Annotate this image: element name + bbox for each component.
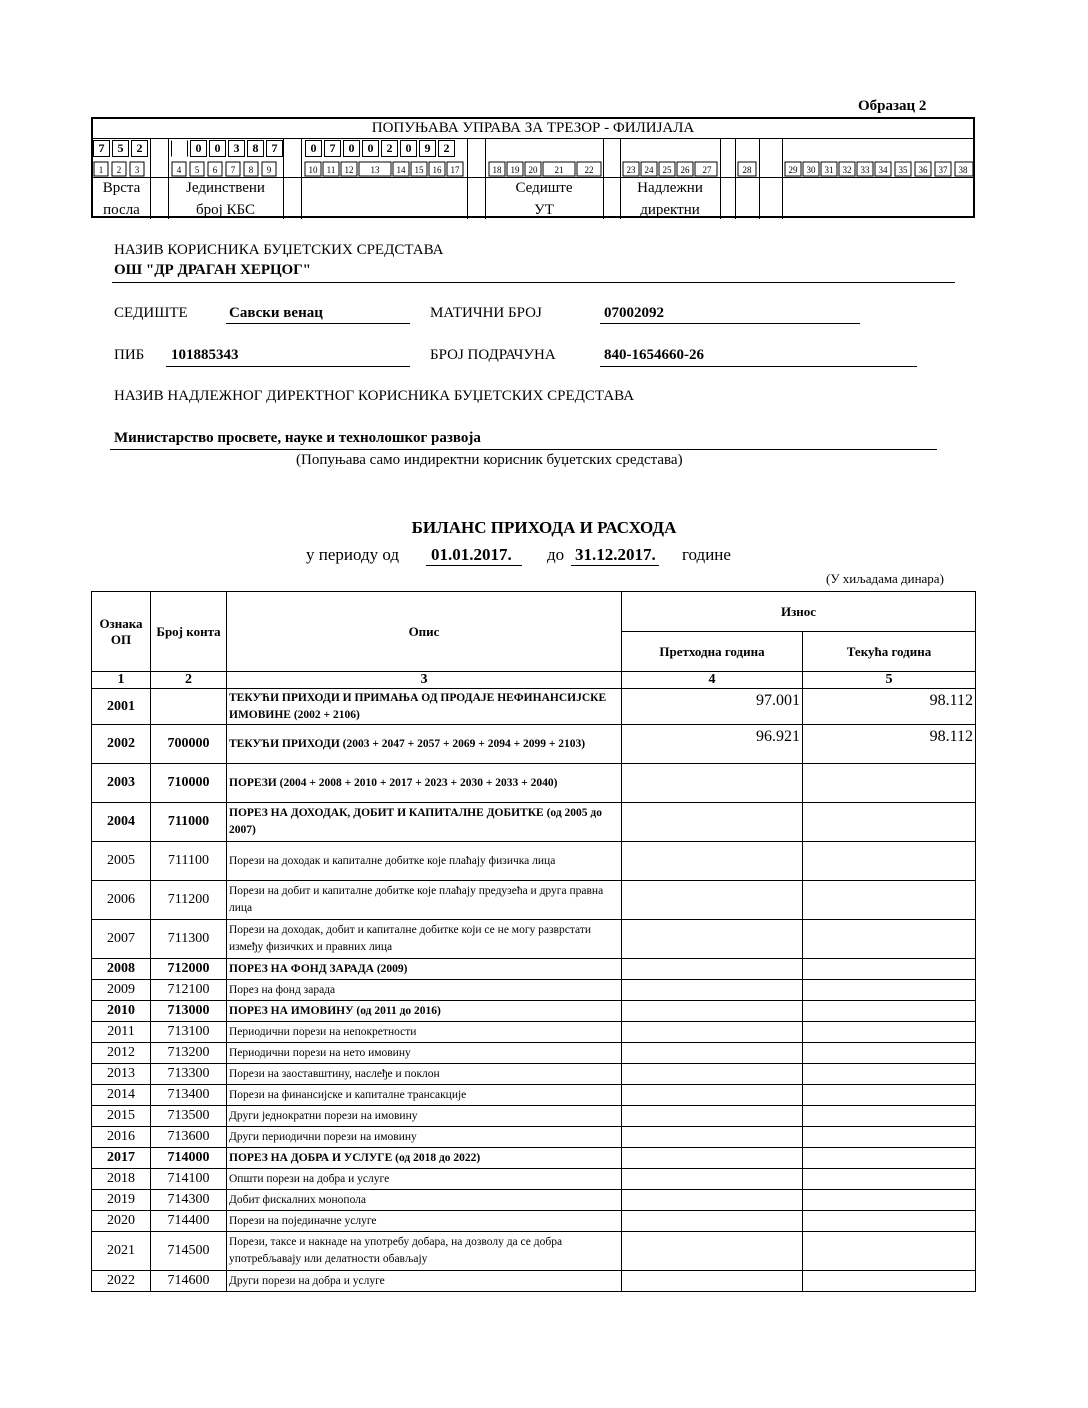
underline	[112, 282, 955, 283]
divider	[720, 139, 721, 219]
cell-prev[interactable]	[622, 959, 803, 980]
header-amount: Износ	[622, 592, 976, 632]
table-row	[92, 1127, 976, 1148]
cell-op: 2018	[92, 1169, 151, 1190]
cell-desc: Други периодични порези на имовину	[227, 1127, 622, 1148]
code-group-mb	[305, 140, 457, 157]
cell-desc: ПОРЕЗ НА ДОБРА И УСЛУГЕ (од 2018 до 2022)	[227, 1148, 622, 1169]
cell-op: 2017	[92, 1148, 151, 1169]
direct-value: Министарство просвете, науке и технолошког развоја	[114, 430, 481, 446]
cell-desc: Порези на добит и капиталне добитке које плаћају предузећа и друга правна лица	[227, 881, 622, 920]
col-number: 3	[227, 672, 622, 689]
svg-text:14: 14	[396, 165, 406, 175]
cell-prev[interactable]	[622, 1043, 803, 1064]
direct-label: НАЗИВ НАДЛЕЖНОГ ДИРЕКТНОГ КОРИСНИКА БУЏЕТСКИХ СРЕДСТАВА	[114, 388, 635, 404]
table-row	[92, 1169, 976, 1190]
cell-desc: ТЕКУЋИ ПРИХОДИ (2003 + 2047 + 2057 + 2069 + 2094 + 2099 + 2103)	[227, 725, 622, 764]
code-cell[interactable]: 0	[362, 140, 379, 157]
account-label: БРОЈ ПОДРАЧУНА	[430, 347, 556, 363]
cell-prev[interactable]	[622, 842, 803, 881]
cell-konto: 713200	[151, 1043, 227, 1064]
svg-text:2: 2	[116, 165, 122, 175]
underline	[600, 366, 917, 367]
cell-prev[interactable]	[622, 980, 803, 1001]
header-konto: Број конта	[151, 592, 227, 672]
cell-prev[interactable]	[622, 764, 803, 803]
divider	[301, 139, 302, 219]
divider	[735, 139, 736, 219]
cell-op: 2001	[92, 689, 151, 725]
code-cell[interactable]: 0	[400, 140, 417, 157]
svg-text:20: 20	[528, 165, 538, 175]
cell-curr[interactable]	[803, 1001, 976, 1022]
cell-desc: Периодични порези на нето имовину	[227, 1043, 622, 1064]
cell-konto	[151, 689, 227, 725]
underline	[226, 323, 410, 324]
cell-curr[interactable]	[803, 1085, 976, 1106]
cell-curr[interactable]	[803, 1148, 976, 1169]
table-row	[92, 1211, 976, 1232]
period-from: 01.01.2017.	[431, 545, 512, 564]
period-suffix: годинe	[682, 545, 731, 564]
cell-desc: Општи порези на добра и услуге	[227, 1169, 622, 1190]
cell-konto: 714400	[151, 1211, 227, 1232]
cell-konto: 711000	[151, 803, 227, 842]
underline	[571, 565, 659, 566]
cell-curr[interactable]	[803, 1106, 976, 1127]
cell-desc: ПОРЕЗ НА ДОХОДАК, ДОБИТ И КАПИТАЛНЕ ДОБИТКЕ (од 2005 до 2007)	[227, 803, 622, 842]
cell-curr[interactable]	[803, 1271, 976, 1292]
cell-curr[interactable]	[803, 959, 976, 980]
table-row	[92, 764, 976, 803]
cell-op: 2021	[92, 1232, 151, 1271]
cell-prev[interactable]	[622, 1169, 803, 1190]
svg-text:10: 10	[308, 165, 318, 175]
cell-konto: 700000	[151, 725, 227, 764]
cell-op: 2002	[92, 725, 151, 764]
pib-value: 101885343	[171, 347, 239, 363]
underline	[426, 565, 522, 566]
cell-desc: Порез на фонд зарада	[227, 980, 622, 1001]
cell-curr[interactable]: 98.112	[803, 689, 976, 725]
code-group-kbs	[171, 140, 285, 157]
cell-op: 2020	[92, 1211, 151, 1232]
cell-desc: ТЕКУЋИ ПРИХОДИ И ПРИМАЊА ОД ПРОДАЈЕ НЕФИНАНСИЈСКЕ ИМОВИНЕ (2002 + 2106)	[227, 689, 622, 725]
svg-text:36: 36	[918, 165, 928, 175]
cell-konto: 714300	[151, 1190, 227, 1211]
table-row	[92, 980, 976, 1001]
cell-curr[interactable]	[803, 1232, 976, 1271]
cell-prev[interactable]	[622, 1022, 803, 1043]
direct-note: (Попуњава само индиректни корисник буџетских средстава)	[296, 452, 683, 468]
col-number: 4	[622, 672, 803, 689]
divider	[150, 139, 151, 219]
treasury-header: ПОПУЊАВА УПРАВА ЗА ТРЕЗОР - ФИЛИЈАЛА	[93, 119, 973, 139]
cell-konto: 714100	[151, 1169, 227, 1190]
report-title: БИЛАНС ПРИХОДА И РАСХОДА	[411, 518, 677, 537]
table-row	[92, 1085, 976, 1106]
cell-prev[interactable]	[622, 1148, 803, 1169]
cell-konto: 713100	[151, 1022, 227, 1043]
header-curr-year: Текућа година	[803, 632, 976, 672]
header-desc: Опис	[227, 592, 622, 672]
cell-op: 2016	[92, 1127, 151, 1148]
cell-op: 2011	[92, 1022, 151, 1043]
label-vrsta-1: Врста	[102, 180, 141, 196]
cell-konto: 710000	[151, 764, 227, 803]
cell-konto: 713400	[151, 1085, 227, 1106]
svg-text:38: 38	[958, 165, 968, 175]
svg-text:37: 37	[938, 165, 948, 175]
cell-konto: 713500	[151, 1106, 227, 1127]
table-row	[92, 1064, 976, 1085]
cell-prev[interactable]	[622, 1064, 803, 1085]
svg-text:13: 13	[370, 165, 380, 175]
user-name: ОШ "ДР ДРАГАН ХЕРЦОГ"	[114, 262, 312, 278]
col-number: 5	[803, 672, 976, 689]
label-ut-2: УТ	[534, 202, 554, 218]
cell-desc: Порези на доходак и капиталне добитке које плаћају физичка лица	[227, 842, 622, 881]
code-cell[interactable]: 8	[247, 140, 264, 157]
cell-desc: Порези на доходак, добит и капиталне добитке који се не могу разврстати између физичких и правних лица	[227, 920, 622, 959]
svg-text:26: 26	[680, 165, 690, 175]
code-cell[interactable]: 0	[343, 140, 360, 157]
table-row	[92, 689, 976, 725]
col-number: 1	[92, 672, 151, 689]
table-row	[92, 1148, 976, 1169]
cell-op: 2004	[92, 803, 151, 842]
cell-konto: 713000	[151, 1001, 227, 1022]
table-row	[92, 725, 976, 764]
cell-desc: ПОРЕЗИ (2004 + 2008 + 2010 + 2017 + 2023 + 2030 + 2033 + 2040)	[227, 764, 622, 803]
code-cell[interactable]: 0	[305, 140, 322, 157]
svg-text:23: 23	[626, 165, 636, 175]
cell-prev[interactable]: 97.001	[622, 689, 803, 725]
code-cell[interactable]: 7	[324, 140, 341, 157]
cell-curr[interactable]	[803, 842, 976, 881]
cell-konto: 711100	[151, 842, 227, 881]
cell-prev[interactable]	[622, 1190, 803, 1211]
svg-text:3: 3	[134, 165, 140, 175]
table-body	[92, 689, 976, 1292]
cell-op: 2007	[92, 920, 151, 959]
account-value: 840-1654660-26	[604, 347, 704, 363]
divider	[467, 139, 468, 219]
cell-curr[interactable]	[803, 1064, 976, 1085]
cell-desc: Порези, таксе и накнаде на употребу добара, на дозволу да се добра употребљавају или делатности обављају	[227, 1232, 622, 1271]
cell-op: 2006	[92, 881, 151, 920]
svg-text:22: 22	[584, 165, 594, 175]
cell-konto: 711300	[151, 920, 227, 959]
svg-text:24: 24	[644, 165, 654, 175]
table-row	[92, 1022, 976, 1043]
svg-text:15: 15	[414, 165, 424, 175]
label-nad-2: директни	[640, 202, 700, 218]
label-kbs-2: број КБС	[195, 202, 256, 218]
underline	[166, 366, 410, 367]
divider	[603, 139, 604, 219]
svg-text:1: 1	[98, 165, 104, 175]
cell-desc: Порези на заоставштину, наслеђе и поклон	[227, 1064, 622, 1085]
pib-label: ПИБ	[114, 347, 145, 363]
cell-op: 2012	[92, 1043, 151, 1064]
seat-value: Савски венац	[229, 305, 323, 321]
cell-desc: Други једнократни порези на имовину	[227, 1106, 622, 1127]
svg-text:12: 12	[344, 165, 354, 175]
cell-konto: 713600	[151, 1127, 227, 1148]
svg-text:31: 31	[824, 165, 834, 175]
svg-text:34: 34	[878, 165, 888, 175]
balance-table	[91, 591, 976, 1292]
cell-curr[interactable]	[803, 1022, 976, 1043]
code-cell[interactable]: 7	[266, 140, 283, 157]
cell-prev[interactable]	[622, 1232, 803, 1271]
period-to: 31.12.2017.	[575, 545, 656, 564]
cell-curr[interactable]	[803, 764, 976, 803]
cell-konto: 711200	[151, 881, 227, 920]
label-vrsta-2: посла	[103, 202, 140, 218]
svg-text:11: 11	[326, 165, 336, 175]
label-nad-1: Надлежни	[637, 180, 703, 196]
code-cell[interactable]: 2	[131, 140, 148, 157]
cell-curr[interactable]: 98.112	[803, 725, 976, 764]
code-cell[interactable]: 3	[228, 140, 245, 157]
svg-text:18: 18	[492, 165, 502, 175]
svg-text:4: 4	[176, 165, 182, 175]
svg-text:28: 28	[742, 165, 752, 175]
divider	[283, 139, 284, 219]
cell-op: 2019	[92, 1190, 151, 1211]
cell-curr[interactable]	[803, 1169, 976, 1190]
code-cell[interactable]: 5	[112, 140, 129, 157]
code-cell[interactable]: 7	[93, 140, 110, 157]
table-row	[92, 1190, 976, 1211]
cell-op: 2005	[92, 842, 151, 881]
cell-konto: 712100	[151, 980, 227, 1001]
cell-prev[interactable]	[622, 920, 803, 959]
cell-curr[interactable]	[803, 980, 976, 1001]
svg-text:19: 19	[510, 165, 520, 175]
cell-konto: 714600	[151, 1271, 227, 1292]
form-number: Образац 2	[858, 98, 927, 114]
label-ut-1: Седиште	[515, 180, 573, 196]
cell-prev[interactable]	[622, 1211, 803, 1232]
underline	[110, 449, 937, 450]
svg-text:16: 16	[432, 165, 442, 175]
cell-desc: Периодични порези на непокретности	[227, 1022, 622, 1043]
cell-prev[interactable]	[622, 1127, 803, 1148]
svg-text:17: 17	[450, 165, 460, 175]
header-op: Ознака ОП	[92, 592, 151, 672]
cell-prev[interactable]: 96.921	[622, 725, 803, 764]
svg-text:9: 9	[266, 165, 272, 175]
cell-op: 2014	[92, 1085, 151, 1106]
cell-op: 2003	[92, 764, 151, 803]
cell-konto: 714500	[151, 1232, 227, 1271]
cell-curr[interactable]	[803, 1190, 976, 1211]
svg-text:27: 27	[702, 165, 712, 175]
cell-op: 2009	[92, 980, 151, 1001]
divider	[759, 139, 760, 219]
code-cell[interactable]: 2	[438, 140, 455, 157]
svg-text:5: 5	[194, 165, 200, 175]
table-row	[92, 1232, 976, 1271]
cell-op: 2015	[92, 1106, 151, 1127]
cell-op: 2013	[92, 1064, 151, 1085]
cell-curr[interactable]	[803, 920, 976, 959]
cell-desc: ПОРЕЗ НА ФОНД ЗАРАДА (2009)	[227, 959, 622, 980]
cell-curr[interactable]	[803, 1127, 976, 1148]
user-name-label: НАЗИВ КОРИСНИКА БУЏЕТСКИХ СРЕДСТАВА	[114, 242, 444, 258]
cell-prev[interactable]	[622, 1271, 803, 1292]
table-row	[92, 1043, 976, 1064]
svg-text:30: 30	[806, 165, 816, 175]
table-row	[92, 881, 976, 920]
code-cell[interactable]: 0	[190, 140, 207, 157]
svg-text:33: 33	[860, 165, 870, 175]
code-cell[interactable]: 2	[381, 140, 398, 157]
table-row	[92, 803, 976, 842]
svg-text:29: 29	[788, 165, 798, 175]
period-to-word: до	[547, 545, 565, 564]
cell-curr[interactable]	[803, 881, 976, 920]
cell-curr[interactable]	[803, 803, 976, 842]
period-prefix: у периоду од	[306, 545, 400, 564]
svg-text:6: 6	[212, 165, 218, 175]
table-row	[92, 1106, 976, 1127]
units-note: (У хиљадама динара)	[826, 571, 944, 586]
table-row	[92, 1001, 976, 1022]
table-row	[92, 1271, 976, 1292]
cell-prev[interactable]	[622, 803, 803, 842]
cell-prev[interactable]	[622, 1085, 803, 1106]
underline	[600, 323, 860, 324]
code-cell[interactable]: 0	[209, 140, 226, 157]
cell-curr[interactable]	[803, 1043, 976, 1064]
treasury-box	[91, 117, 975, 218]
reg-label: МАТИЧНИ БРОЈ	[430, 305, 542, 321]
cell-konto: 714000	[151, 1148, 227, 1169]
cell-desc: Добит фискалних монопола	[227, 1190, 622, 1211]
svg-text:7: 7	[230, 165, 236, 175]
table-row	[92, 959, 976, 980]
svg-text:21: 21	[554, 165, 564, 175]
cell-op: 2008	[92, 959, 151, 980]
cell-desc: Порези на финансијске и капиталне трансакције	[227, 1085, 622, 1106]
cell-konto: 713300	[151, 1064, 227, 1085]
label-kbs-1: Јединствени	[186, 180, 265, 196]
cell-op: 2010	[92, 1001, 151, 1022]
cell-konto: 712000	[151, 959, 227, 980]
cell-prev[interactable]	[622, 881, 803, 920]
cell-curr[interactable]	[803, 1211, 976, 1232]
svg-text:8: 8	[248, 165, 254, 175]
cell-desc: ПОРЕЗ НА ИМОВИНУ (од 2011 до 2016)	[227, 1001, 622, 1022]
header-prev-year: Претходна година	[622, 632, 803, 672]
divider	[782, 139, 783, 219]
cell-desc: Порези на појединачне услуге	[227, 1211, 622, 1232]
svg-text:35: 35	[898, 165, 908, 175]
table-row	[92, 842, 976, 881]
svg-text:32: 32	[842, 165, 852, 175]
col-number: 2	[151, 672, 227, 689]
code-cell-blank[interactable]	[171, 140, 188, 157]
svg-text:25: 25	[662, 165, 672, 175]
cell-prev[interactable]	[622, 1001, 803, 1022]
cell-prev[interactable]	[622, 1106, 803, 1127]
seat-label: СЕДИШТЕ	[114, 305, 188, 321]
code-group-vrsta	[93, 140, 150, 157]
code-cell[interactable]: 9	[419, 140, 436, 157]
reg-value: 07002092	[604, 305, 664, 321]
cell-desc: Други порези на добра и услуге	[227, 1271, 622, 1292]
cell-op: 2022	[92, 1271, 151, 1292]
table-row	[92, 920, 976, 959]
